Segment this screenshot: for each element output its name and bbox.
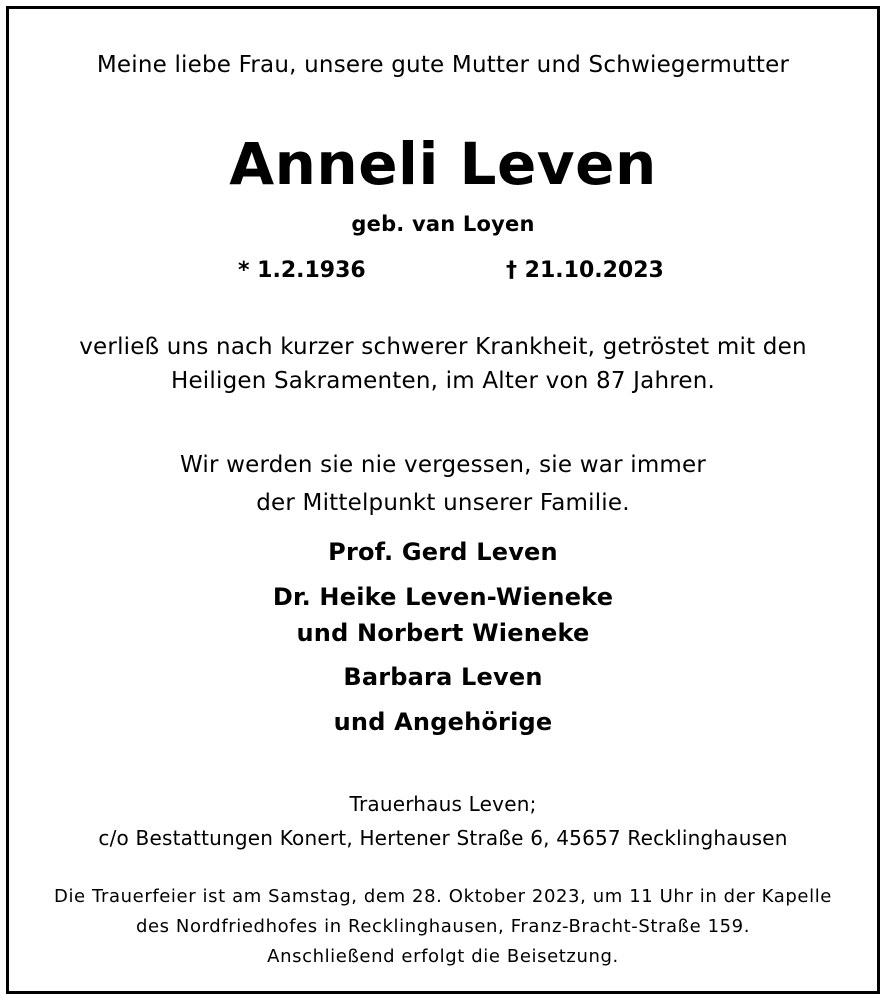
mourner-name: Barbara Leven	[343, 663, 543, 691]
text-line: Wir werden sie nie vergessen, sie war immer	[179, 452, 707, 478]
address-line: c/o Bestattungen Konert, Hertener Straße 6, 45657 Recklinghausen	[98, 826, 788, 850]
mourner-name: und Norbert Wieneke	[296, 619, 590, 647]
death-date: † 21.10.2023	[506, 258, 664, 283]
text-line: verließ uns nach kurzer schwerer Krankheit, getröstet mit den	[79, 334, 807, 360]
mourner-name: Prof. Gerd Leven	[328, 538, 558, 566]
service-line: Die Trauerfeier ist am Samstag, dem 28. Oktober 2023, um 11 Uhr in der Kapelle	[54, 886, 832, 907]
maiden-name: geb. van Loyen	[351, 212, 535, 236]
address-line: Trauerhaus Leven;	[349, 792, 537, 816]
service-line: Anschließend erfolgt die Beisetzung.	[267, 946, 619, 967]
mourner-name: und Angehörige	[333, 708, 553, 736]
intro-line: Meine liebe Frau, unsere gute Mutter und Schwiegermutter	[96, 52, 790, 78]
deceased-name: Anneli Leven	[229, 130, 657, 198]
service-line: des Nordfriedhofes in Recklinghausen, Franz-Bracht-Straße 159.	[135, 916, 751, 937]
text-line: Heiligen Sakramenten, im Alter von 87 Jahren.	[170, 368, 716, 394]
birth-date: * 1.2.1936	[238, 258, 366, 283]
mourner-name: Dr. Heike Leven-Wieneke	[272, 583, 614, 611]
text-line: der Mittelpunkt unserer Familie.	[256, 490, 630, 516]
